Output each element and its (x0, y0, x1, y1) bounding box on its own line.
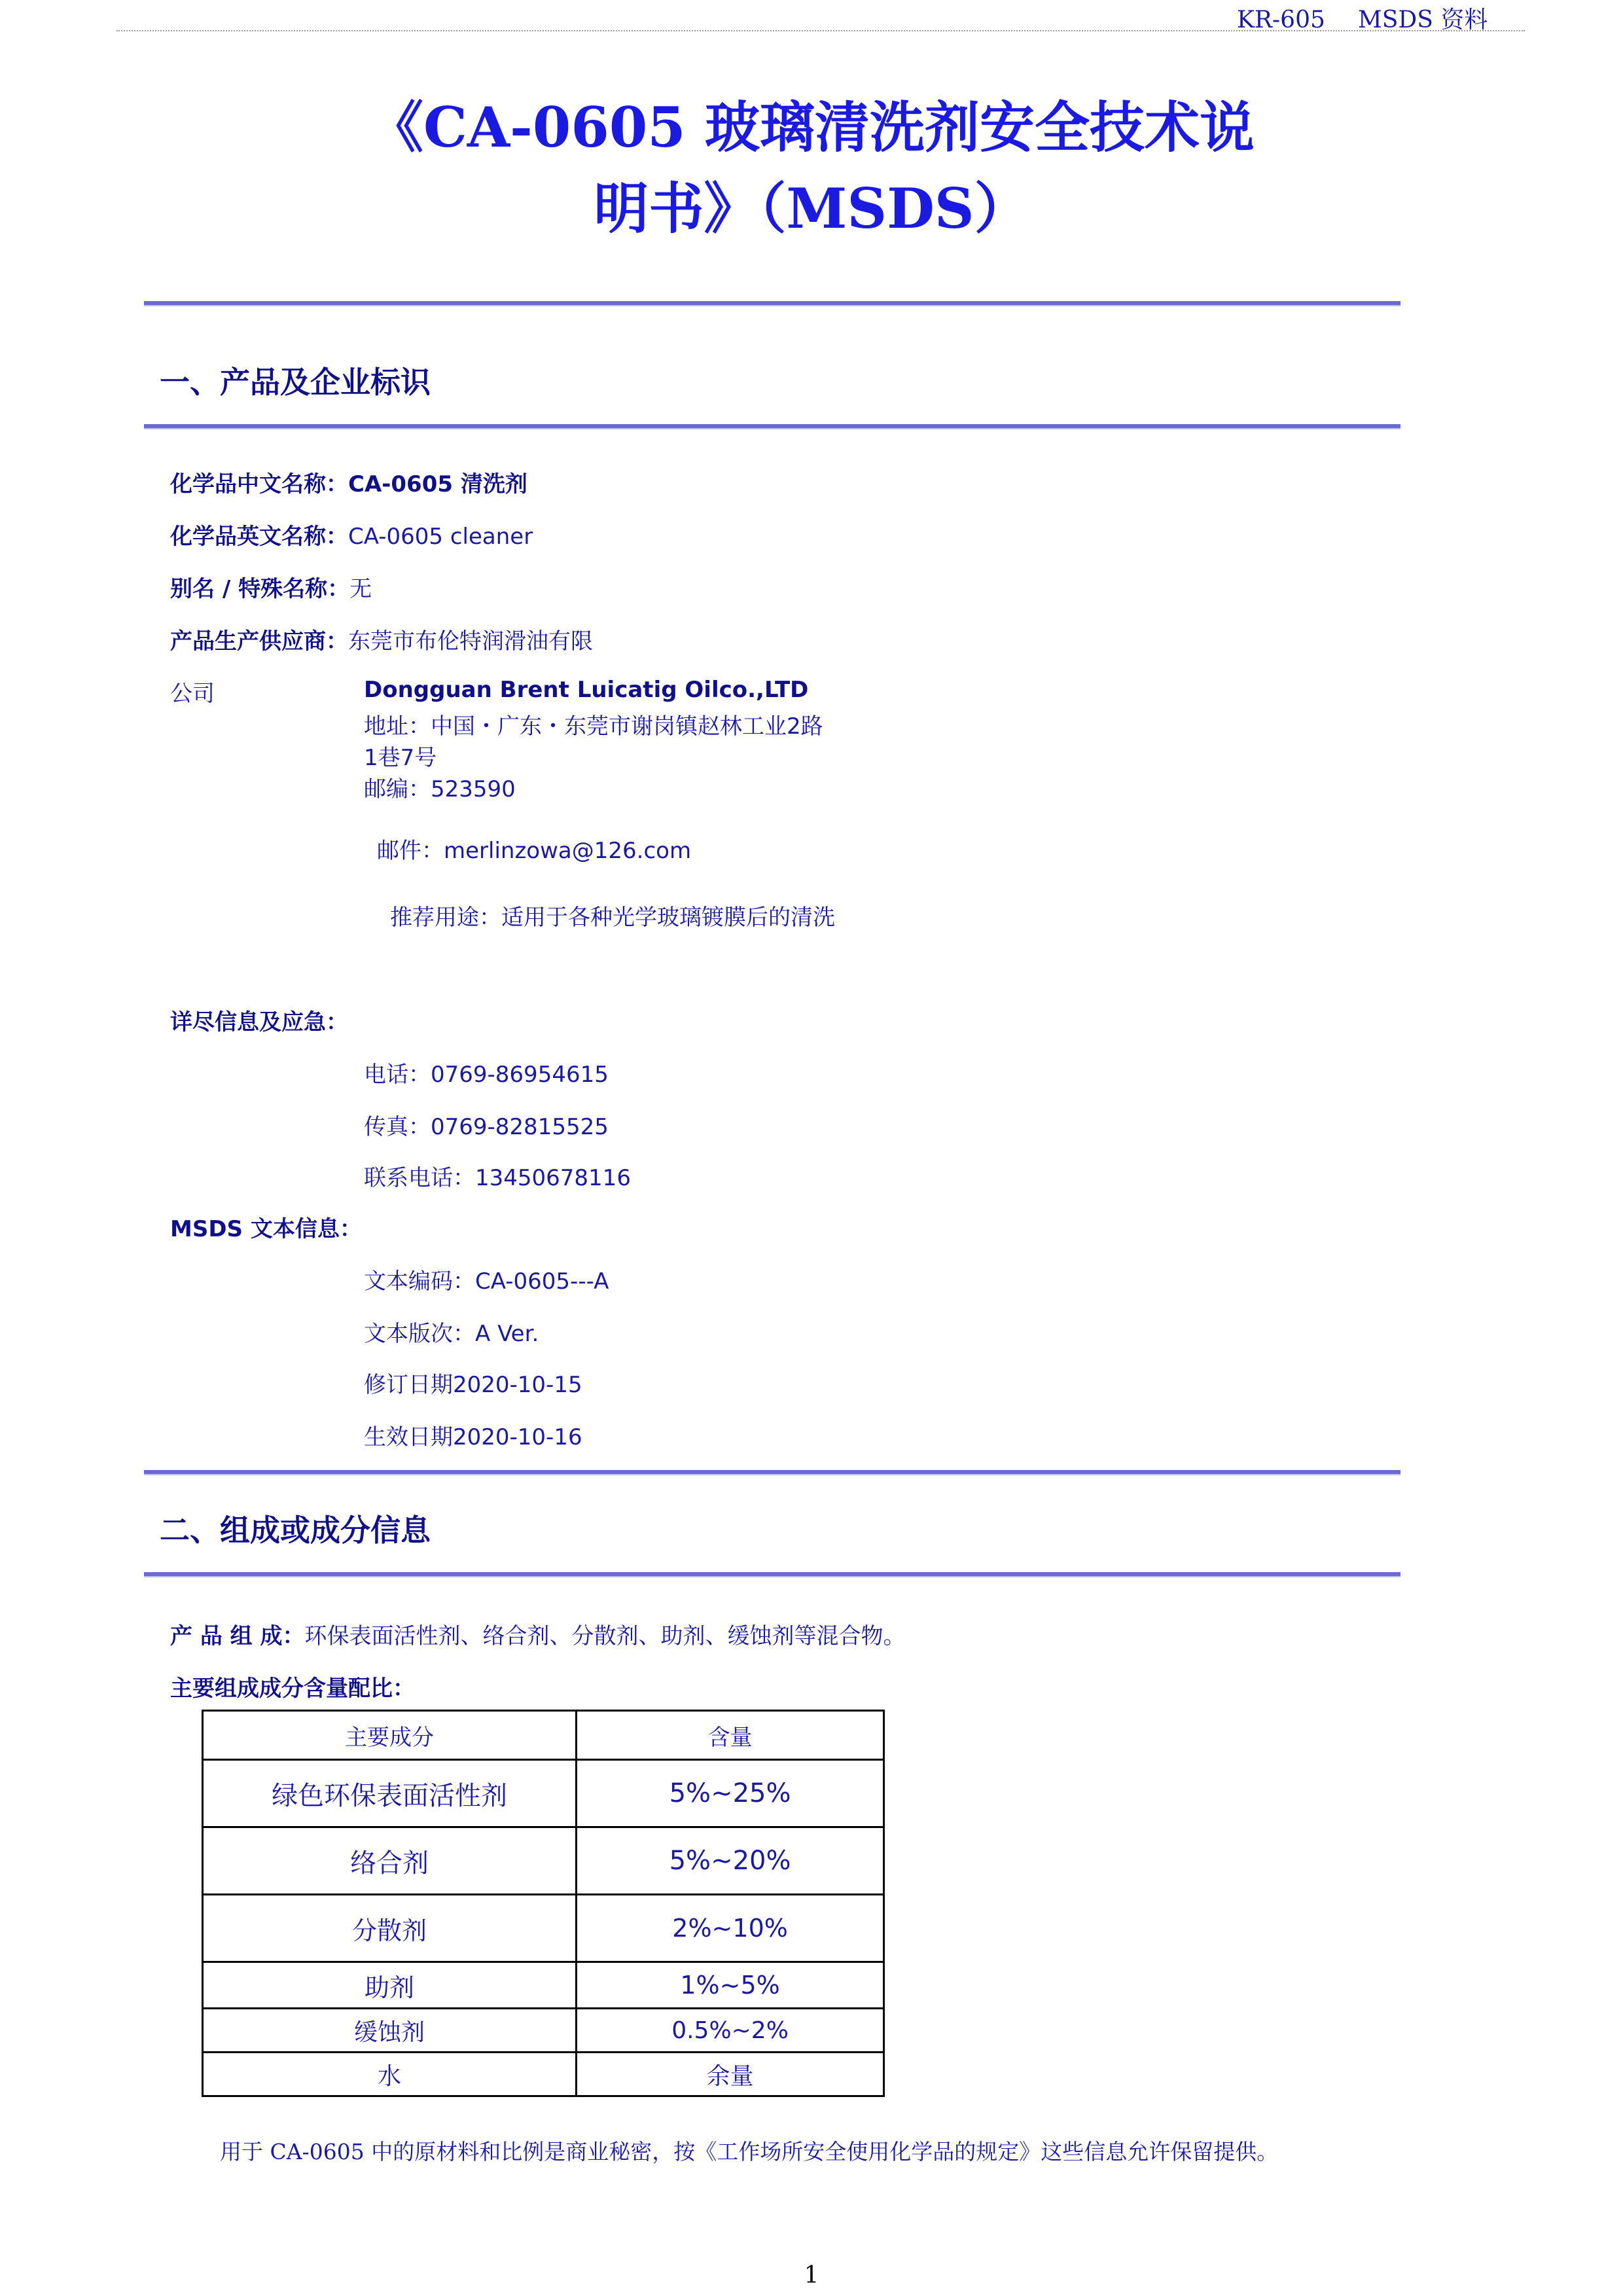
header-label: MSDS 资料 (1357, 7, 1488, 33)
content-cell: 5%~20% (577, 1827, 884, 1895)
table-header-row (203, 1711, 884, 1760)
en-name-value: CA-0605 cleaner (348, 524, 533, 550)
composition-label: 产 品 组 成： (170, 1623, 305, 1649)
alias-value: 无 (349, 576, 372, 602)
cn-name-label: 化学品中文名称： (170, 471, 348, 497)
postcode: 邮编：523590 (364, 776, 516, 802)
content-cell: 1%~5% (577, 1962, 884, 2009)
fax: 传真：0769-82815525 (364, 1114, 609, 1140)
supplier-label: 产品生产供应商： (170, 628, 348, 655)
document-title-line2: 明书》（MSDS） (594, 176, 1029, 241)
effective-date: 生效日期2020-10-16 (364, 1424, 582, 1450)
section-divider (144, 424, 1400, 429)
content-cell: 余量 (577, 2053, 884, 2096)
ingredient-cell: 水 (203, 2053, 577, 2096)
msds-label: MSDS 文本信息： (170, 1216, 362, 1242)
table-row (203, 1827, 884, 1895)
section2-heading: 二、组成或成分信息 (160, 1513, 431, 1548)
revised-date: 修订日期2020-10-15 (364, 1372, 582, 1398)
address-line1: 地址：中国・广东・东莞市谢岗镇赵林工业2路 (364, 713, 823, 740)
table-row (203, 1760, 884, 1827)
content-cell: 5%~25% (577, 1760, 884, 1827)
section1-heading: 一、产品及企业标识 (160, 365, 431, 400)
table-row (203, 2053, 884, 2096)
ingredient-cell: 助剂 (203, 1962, 577, 2009)
section-divider (144, 301, 1400, 306)
composition-table (202, 1710, 885, 2097)
section-divider (144, 1572, 1400, 1577)
trade-secret-note: 用于 CA-0605 中的原材料和比例是商业秘密，按《工作场所安全使用化学品的规定》这些信息允许保留提供。 (220, 2139, 1279, 2164)
section-divider (144, 1470, 1400, 1475)
en-name-label: 化学品英文名称： (170, 524, 348, 550)
supplier-cont: 公司 (170, 681, 215, 707)
content-cell: 2%~10% (577, 1895, 884, 1962)
address-line2: 1巷7号 (364, 745, 437, 771)
details-label: 详尽信息及应急： (170, 1009, 348, 1035)
en-name-row (170, 518, 533, 550)
supplier-value: 东莞市布伦特润滑油有限 (348, 628, 593, 655)
phone: 电话：0769-86954615 (364, 1062, 609, 1088)
ingredient-cell: 绿色环保表面活性剂 (203, 1760, 577, 1827)
table-header-cell: 含量 (577, 1711, 884, 1760)
supplier-row (170, 623, 593, 655)
ingredient-cell: 分散剂 (203, 1895, 577, 1962)
header-code: KR-605 (1237, 7, 1325, 33)
doc-code: 文本编码：CA-0605---A (364, 1268, 609, 1295)
table-row (203, 2009, 884, 2053)
doc-version: 文本版次：A Ver. (364, 1321, 539, 1347)
composition-value: 环保表面活性剂、络合剂、分散剂、助剂、缓蚀剂等混合物。 (304, 1623, 906, 1649)
alias-label: 别名 / 特殊名称： (170, 576, 350, 602)
contact-phone: 联系电话：13450678116 (364, 1165, 631, 1191)
company-english-name: Dongguan Brent Luicatig Oilco.,LTD (364, 677, 809, 703)
recommended-usage: 推荐用途：适用于各种光学玻璃镀膜后的清洗 (390, 905, 835, 931)
document-title-line1: 《CA-0605 玻璃清洗剂安全技术说 (368, 95, 1255, 160)
table-row (203, 1895, 884, 1962)
ingredient-cell: 络合剂 (203, 1827, 577, 1895)
page-number: 1 (804, 2262, 819, 2289)
ingredient-cell: 缓蚀剂 (203, 2009, 577, 2053)
email: 邮件：merlinzowa@126.com (377, 838, 692, 864)
cn-name-row (170, 466, 527, 498)
table-row (203, 1962, 884, 2009)
header-divider (116, 30, 1525, 31)
cn-name-value: CA-0605 清洗剂 (348, 471, 527, 497)
alias-row (170, 571, 372, 603)
composition-row (170, 1618, 906, 1650)
ratio-label: 主要组成成分含量配比： (170, 1676, 415, 1702)
content-cell: 0.5%~2% (577, 2009, 884, 2053)
table-header-cell: 主要成分 (203, 1711, 577, 1760)
